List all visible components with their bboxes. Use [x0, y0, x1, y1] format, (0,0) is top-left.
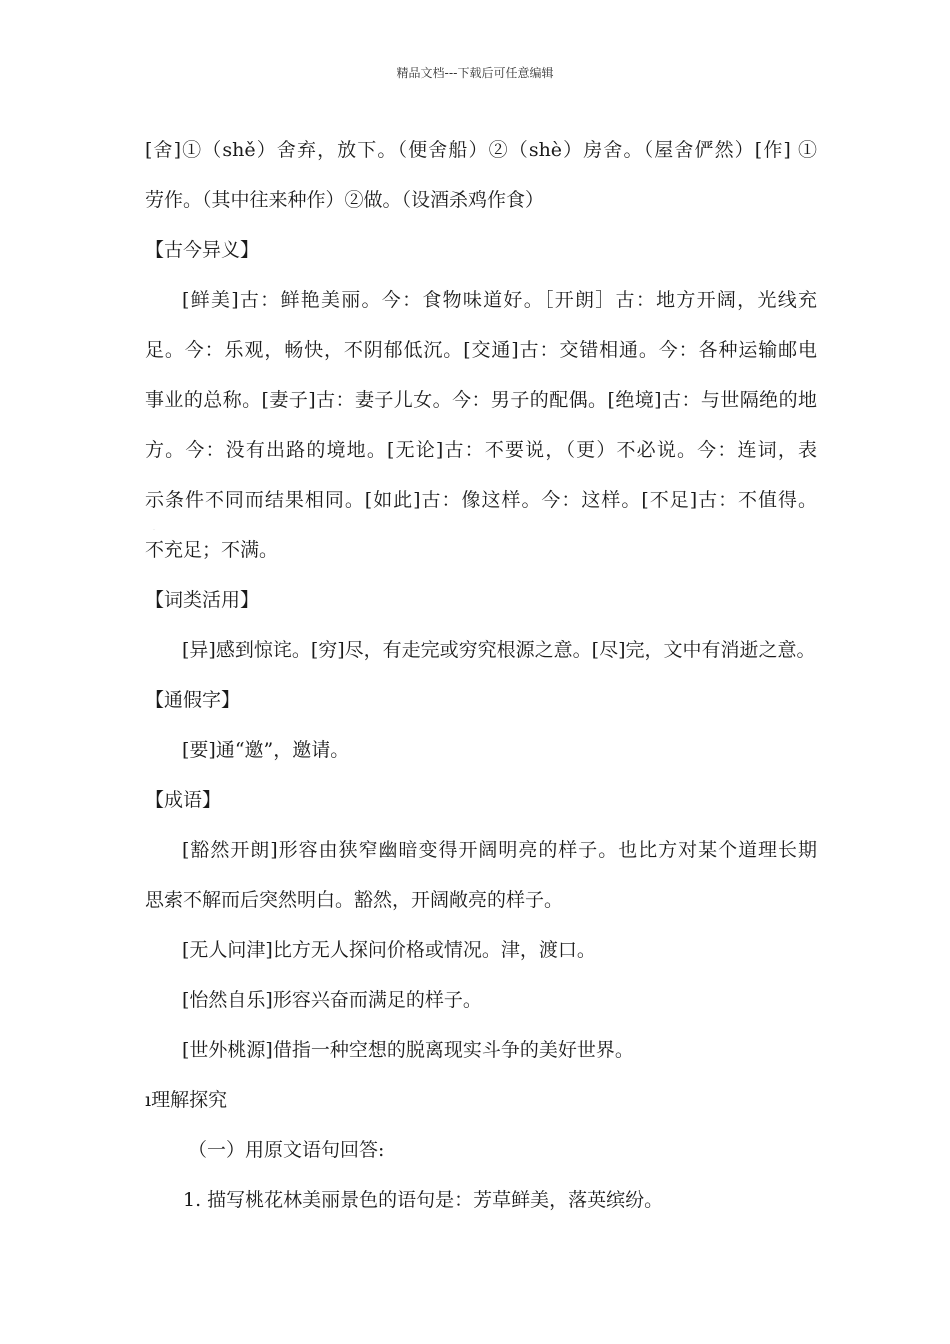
text-line: 示条件不同而结果相同。[如此]古：像这样。今：这样。[不足]古：不值得。 [145, 489, 817, 511]
list-item: 1. 描写桃花林美丽景色的语句是：芳草鲜美，落英缤纷。 [183, 1189, 664, 1211]
text-line: [怡然自乐]形容兴奋而满足的样子。 [182, 989, 482, 1011]
document-body [145, 130, 817, 1230]
section-heading-idioms: 【成语】 [145, 789, 222, 811]
text-line: [鲜美]古：鲜艳美丽。今：食物味道好。［开朗］古：地方开阔，光线充 [182, 289, 817, 311]
text-line: [异]感到惊诧。[穷]尽，有走完或穷究根源之意。[尽]完，文中有消逝之意。 [182, 639, 816, 661]
text-line: 事业的总称。[妻子]古：妻子儿女。今：男子的配偶。[绝境]古：与世隔绝的地 [145, 389, 817, 411]
section-heading-understanding: ı理解探究 [145, 1089, 228, 1111]
text-line: 思索不解而后突然明白。豁然，开阔敞亮的样子。 [145, 889, 564, 911]
text-line: 劳作。（其中往来种作）②做。（设酒杀鸡作食） [145, 189, 545, 211]
text-line: [舍]①（shě）舍弃，放下。（便舍船）②（shè）房舍。（屋舍俨然）[作] ① [145, 139, 817, 161]
text-line: [世外桃源]借指一种空想的脱离现实斗争的美好世界。 [182, 1039, 634, 1061]
section-heading-ancient-modern: 【古今异义】 [145, 239, 260, 261]
text-line: [无人问津]比方无人探问价格或情况。津，渡口。 [182, 939, 596, 961]
text-line: 不充足；不满。 [145, 539, 279, 561]
section-heading-word-usage: 【词类活用】 [145, 589, 260, 611]
subsection-heading: （一）用原文语句回答: [188, 1139, 385, 1161]
text-line: [要]通“邀”，邀请。 [182, 739, 350, 761]
text-line: 足。今：乐观，畅快，不阴郁低沉。[交通]古：交错相通。今：各种运输邮电 [145, 339, 817, 361]
section-heading-loan-characters: 【通假字】 [145, 689, 241, 711]
text-line: [豁然开朗]形容由狭窄幽暗变得开阔明亮的样子。也比方对某个道理长期 [182, 839, 817, 861]
text-line: 方。今：没有出路的境地。[无论]古：不要说，（更）不必说。今：连词，表 [145, 439, 817, 461]
page-header: 精品文档---下载后可任意编辑 [396, 66, 554, 80]
